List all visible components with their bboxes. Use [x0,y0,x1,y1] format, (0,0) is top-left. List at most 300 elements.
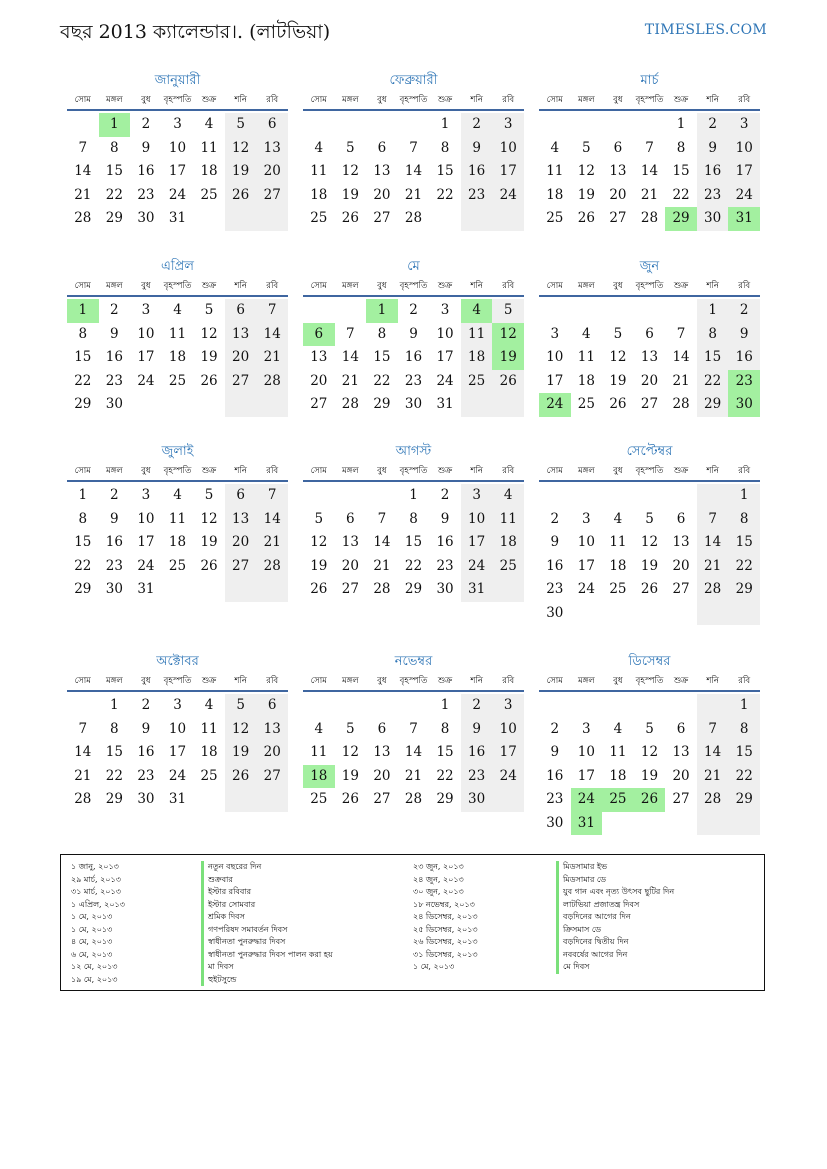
day-cell[interactable]: 18 [168,534,187,550]
day-cell[interactable]: 13 [640,349,659,365]
day-cell[interactable]: 10 [461,508,493,532]
day-cell[interactable]: 26 [577,210,595,226]
day-cell[interactable]: 9 [461,137,493,161]
day-cell[interactable]: 3 [492,694,524,718]
day-cell[interactable]: 10 [436,325,454,342]
day-cell[interactable]: 27 [373,210,391,226]
holiday-day-cell[interactable]: 24 [539,393,571,417]
day-cell[interactable]: 22 [105,767,123,784]
day-cell[interactable]: 17 [546,372,564,389]
day-cell[interactable]: 24 [436,372,454,389]
day-cell[interactable]: 4 [582,325,591,342]
day-cell[interactable]: 12 [640,534,659,550]
day-cell[interactable]: 21 [640,186,659,203]
day-cell[interactable]: 21 [256,531,288,555]
day-cell[interactable]: 1 [440,116,450,132]
day-cell[interactable]: 2 [550,720,560,737]
day-cell[interactable]: 21 [697,765,729,789]
day-cell[interactable]: 19 [609,372,627,389]
day-cell[interactable]: 11 [310,744,328,760]
day-cell[interactable]: 30 [546,604,564,621]
day-cell[interactable]: 23 [697,184,729,208]
day-cell[interactable]: 18 [577,372,595,389]
day-cell[interactable]: 2 [110,487,119,503]
day-cell[interactable]: 5 [204,302,214,318]
day-cell[interactable]: 3 [582,510,591,527]
day-cell[interactable]: 18 [461,346,493,370]
day-cell[interactable]: 16 [137,744,155,760]
day-cell[interactable]: 31 [436,396,454,412]
day-cell[interactable]: 24 [461,555,493,579]
day-cell[interactable]: 10 [137,510,155,527]
day-cell[interactable]: 25 [492,555,524,579]
day-cell[interactable]: 23 [546,791,564,807]
day-cell[interactable]: 27 [225,555,257,579]
day-cell[interactable]: 5 [492,299,524,323]
day-cell[interactable]: 22 [74,557,92,574]
day-cell[interactable]: 20 [256,741,288,765]
day-cell[interactable]: 8 [440,720,450,737]
day-cell[interactable]: 25 [200,767,218,784]
day-cell[interactable]: 1 [697,299,729,323]
day-cell[interactable]: 11 [577,349,595,365]
day-cell[interactable]: 24 [577,581,595,597]
day-cell[interactable]: 24 [492,184,524,208]
day-cell[interactable]: 3 [550,325,560,342]
day-cell[interactable]: 11 [168,510,187,527]
holiday-day-cell[interactable]: 19 [492,346,524,370]
day-cell[interactable]: 21 [404,767,423,784]
day-cell[interactable]: 19 [225,160,257,184]
day-cell[interactable]: 12 [609,349,627,365]
day-cell[interactable]: 10 [168,720,187,737]
day-cell[interactable]: 8 [676,139,686,156]
day-cell[interactable]: 6 [613,139,623,156]
day-cell[interactable]: 7 [409,720,418,737]
day-cell[interactable]: 7 [645,139,654,156]
day-cell[interactable]: 7 [697,508,729,532]
day-cell[interactable]: 14 [373,534,391,550]
day-cell[interactable]: 13 [609,163,627,179]
day-cell[interactable]: 12 [341,744,359,760]
day-cell[interactable]: 4 [613,510,623,527]
day-cell[interactable]: 14 [256,508,288,532]
day-cell[interactable]: 11 [168,325,187,342]
holiday-day-cell[interactable]: 1 [67,299,99,323]
day-cell[interactable]: 15 [728,741,760,765]
day-cell[interactable]: 21 [341,372,359,389]
day-cell[interactable]: 16 [404,349,423,365]
day-cell[interactable]: 18 [200,163,218,179]
day-cell[interactable]: 16 [546,557,564,574]
day-cell[interactable]: 19 [341,767,359,784]
day-cell[interactable]: 15 [105,744,123,760]
day-cell[interactable]: 22 [728,765,760,789]
day-cell[interactable]: 2 [697,113,729,137]
day-cell[interactable]: 14 [672,349,690,365]
day-cell[interactable]: 3 [173,116,182,132]
day-cell[interactable]: 4 [204,116,214,132]
day-cell[interactable]: 20 [225,531,257,555]
site-name[interactable]: TIMESLES.COM [644,22,767,38]
day-cell[interactable]: 18 [609,767,627,784]
day-cell[interactable]: 17 [461,531,493,555]
day-cell[interactable]: 4 [173,487,182,503]
day-cell[interactable]: 19 [310,557,328,574]
day-cell[interactable]: 10 [492,137,524,161]
day-cell[interactable]: 24 [728,184,760,208]
day-cell[interactable]: 17 [492,741,524,765]
day-cell[interactable]: 30 [105,396,123,412]
day-cell[interactable]: 20 [672,767,690,784]
holiday-day-cell[interactable]: 26 [634,788,666,812]
day-cell[interactable]: 6 [225,484,257,508]
day-cell[interactable]: 14 [404,163,423,179]
day-cell[interactable]: 21 [74,767,92,784]
day-cell[interactable]: 21 [74,186,92,203]
day-cell[interactable]: 30 [105,581,123,597]
day-cell[interactable]: 23 [137,186,155,203]
day-cell[interactable]: 4 [314,720,324,737]
day-cell[interactable]: 27 [310,396,328,412]
day-cell[interactable]: 29 [373,396,391,412]
day-cell[interactable]: 26 [200,372,218,389]
day-cell[interactable]: 28 [672,396,690,412]
day-cell[interactable]: 16 [105,534,123,550]
day-cell[interactable]: 17 [728,160,760,184]
day-cell[interactable]: 9 [550,534,560,550]
day-cell[interactable]: 6 [377,139,387,156]
day-cell[interactable]: 11 [200,720,218,737]
holiday-day-cell[interactable]: 31 [571,812,603,836]
day-cell[interactable]: 12 [225,718,257,742]
day-cell[interactable]: 13 [256,137,288,161]
day-cell[interactable]: 10 [137,325,155,342]
day-cell[interactable]: 27 [341,581,359,597]
day-cell[interactable]: 1 [110,697,119,713]
day-cell[interactable]: 23 [461,765,493,789]
day-cell[interactable]: 7 [409,139,418,156]
day-cell[interactable]: 25 [168,372,187,389]
day-cell[interactable]: 23 [137,767,155,784]
day-cell[interactable]: 5 [346,139,355,156]
day-cell[interactable]: 7 [78,139,88,156]
day-cell[interactable]: 15 [373,349,391,365]
day-cell[interactable]: 9 [141,720,151,737]
day-cell[interactable]: 17 [137,534,155,550]
day-cell[interactable]: 13 [225,323,257,347]
day-cell[interactable]: 13 [373,163,391,179]
day-cell[interactable]: 27 [373,791,391,807]
day-cell[interactable]: 13 [672,744,690,760]
holiday-day-cell[interactable]: 12 [492,323,524,347]
day-cell[interactable]: 5 [225,113,257,137]
day-cell[interactable]: 13 [341,534,359,550]
day-cell[interactable]: 18 [609,557,627,574]
day-cell[interactable]: 28 [74,791,92,807]
day-cell[interactable]: 28 [697,578,729,602]
day-cell[interactable]: 13 [310,349,328,365]
day-cell[interactable]: 9 [728,323,760,347]
day-cell[interactable]: 27 [672,791,690,807]
day-cell[interactable]: 14 [697,531,729,555]
day-cell[interactable]: 31 [168,210,187,226]
day-cell[interactable]: 15 [672,163,690,179]
day-cell[interactable]: 1 [728,694,760,718]
day-cell[interactable]: 3 [173,697,182,713]
day-cell[interactable]: 11 [546,163,564,179]
day-cell[interactable]: 27 [640,396,659,412]
day-cell[interactable]: 18 [492,531,524,555]
day-cell[interactable]: 12 [200,325,218,342]
day-cell[interactable]: 30 [546,814,564,831]
day-cell[interactable]: 8 [440,139,450,156]
day-cell[interactable]: 9 [550,744,560,760]
day-cell[interactable]: 2 [141,116,151,132]
day-cell[interactable]: 17 [577,767,595,784]
day-cell[interactable]: 5 [645,720,654,737]
day-cell[interactable]: 19 [640,767,659,784]
day-cell[interactable]: 19 [200,534,218,550]
day-cell[interactable]: 24 [168,767,187,784]
day-cell[interactable]: 3 [141,487,151,503]
day-cell[interactable]: 5 [346,720,355,737]
day-cell[interactable]: 12 [225,137,257,161]
day-cell[interactable]: 13 [672,534,690,550]
day-cell[interactable]: 15 [728,531,760,555]
day-cell[interactable]: 26 [609,396,627,412]
day-cell[interactable]: 29 [728,788,760,812]
day-cell[interactable]: 16 [461,160,493,184]
day-cell[interactable]: 6 [645,325,654,342]
day-cell[interactable]: 17 [577,557,595,574]
day-cell[interactable]: 12 [640,744,659,760]
day-cell[interactable]: 24 [168,186,187,203]
day-cell[interactable]: 5 [582,139,591,156]
day-cell[interactable]: 16 [546,767,564,784]
day-cell[interactable]: 22 [728,555,760,579]
day-cell[interactable]: 9 [461,718,493,742]
day-cell[interactable]: 12 [200,510,218,527]
day-cell[interactable]: 27 [256,184,288,208]
day-cell[interactable]: 15 [105,163,123,179]
holiday-day-cell[interactable]: 25 [602,788,634,812]
day-cell[interactable]: 29 [697,393,729,417]
holiday-day-cell[interactable]: 23 [728,370,760,394]
day-cell[interactable]: 31 [137,581,155,597]
day-cell[interactable]: 2 [461,694,493,718]
day-cell[interactable]: 12 [577,163,595,179]
day-cell[interactable]: 7 [697,718,729,742]
day-cell[interactable]: 3 [461,484,493,508]
day-cell[interactable]: 26 [225,184,257,208]
day-cell[interactable]: 17 [168,744,187,760]
day-cell[interactable]: 22 [436,767,454,784]
day-cell[interactable]: 6 [346,510,355,527]
day-cell[interactable]: 22 [436,186,454,203]
day-cell[interactable]: 29 [105,791,123,807]
day-cell[interactable]: 17 [492,160,524,184]
day-cell[interactable]: 26 [492,370,524,394]
day-cell[interactable]: 8 [697,323,729,347]
day-cell[interactable]: 24 [137,372,155,389]
day-cell[interactable]: 1 [440,697,450,713]
day-cell[interactable]: 15 [74,349,92,365]
day-cell[interactable]: 4 [314,139,324,156]
day-cell[interactable]: 24 [137,557,155,574]
day-cell[interactable]: 9 [697,137,729,161]
day-cell[interactable]: 23 [105,557,123,574]
day-cell[interactable]: 15 [404,534,423,550]
day-cell[interactable]: 21 [373,557,391,574]
day-cell[interactable]: 22 [105,186,123,203]
day-cell[interactable]: 16 [137,163,155,179]
day-cell[interactable]: 16 [461,741,493,765]
day-cell[interactable]: 19 [640,557,659,574]
day-cell[interactable]: 30 [697,207,729,231]
day-cell[interactable]: 18 [310,186,328,203]
day-cell[interactable]: 1 [676,116,686,132]
holiday-day-cell[interactable]: 31 [728,207,760,231]
day-cell[interactable]: 1 [728,484,760,508]
day-cell[interactable]: 4 [173,302,182,318]
day-cell[interactable]: 27 [256,765,288,789]
day-cell[interactable]: 16 [697,160,729,184]
day-cell[interactable]: 7 [377,510,387,527]
holiday-day-cell[interactable]: 29 [665,207,697,231]
day-cell[interactable]: 19 [577,186,595,203]
day-cell[interactable]: 9 [141,139,151,156]
day-cell[interactable]: 3 [141,302,151,318]
day-cell[interactable]: 23 [461,184,493,208]
day-cell[interactable]: 28 [373,581,391,597]
day-cell[interactable]: 8 [78,325,88,342]
day-cell[interactable]: 15 [436,163,454,179]
day-cell[interactable]: 21 [697,555,729,579]
day-cell[interactable]: 8 [728,718,760,742]
day-cell[interactable]: 28 [404,791,423,807]
day-cell[interactable]: 20 [373,186,391,203]
day-cell[interactable]: 14 [341,349,359,365]
day-cell[interactable]: 18 [546,186,564,203]
day-cell[interactable]: 26 [341,791,359,807]
day-cell[interactable]: 15 [74,534,92,550]
day-cell[interactable]: 3 [582,720,591,737]
day-cell[interactable]: 14 [640,163,659,179]
day-cell[interactable]: 21 [256,346,288,370]
day-cell[interactable]: 14 [74,163,92,179]
day-cell[interactable]: 26 [225,765,257,789]
day-cell[interactable]: 2 [110,302,119,318]
day-cell[interactable]: 30 [436,581,454,597]
holiday-day-cell[interactable]: 1 [366,299,398,323]
day-cell[interactable]: 13 [373,744,391,760]
day-cell[interactable]: 22 [404,557,423,574]
day-cell[interactable]: 26 [341,210,359,226]
day-cell[interactable]: 31 [461,578,493,602]
day-cell[interactable]: 19 [341,186,359,203]
day-cell[interactable]: 13 [225,508,257,532]
day-cell[interactable]: 11 [461,323,493,347]
day-cell[interactable]: 10 [168,139,187,156]
day-cell[interactable]: 28 [256,555,288,579]
day-cell[interactable]: 4 [492,484,524,508]
day-cell[interactable]: 29 [404,581,423,597]
day-cell[interactable]: 8 [110,720,119,737]
day-cell[interactable]: 16 [436,534,454,550]
day-cell[interactable]: 16 [105,349,123,365]
day-cell[interactable]: 22 [672,186,690,203]
holiday-day-cell[interactable]: 18 [303,765,335,789]
holiday-day-cell[interactable]: 1 [99,113,131,137]
day-cell[interactable]: 17 [436,349,454,365]
day-cell[interactable]: 28 [404,210,423,226]
day-cell[interactable]: 22 [74,372,92,389]
day-cell[interactable]: 20 [310,372,328,389]
day-cell[interactable]: 20 [373,767,391,784]
day-cell[interactable]: 18 [168,349,187,365]
day-cell[interactable]: 21 [404,186,423,203]
day-cell[interactable]: 18 [200,744,218,760]
day-cell[interactable]: 27 [672,581,690,597]
day-cell[interactable]: 10 [577,534,595,550]
day-cell[interactable]: 26 [310,581,328,597]
day-cell[interactable]: 20 [341,557,359,574]
day-cell[interactable]: 10 [728,137,760,161]
day-cell[interactable]: 1 [409,487,418,503]
day-cell[interactable]: 5 [613,325,623,342]
day-cell[interactable]: 24 [492,765,524,789]
day-cell[interactable]: 10 [492,718,524,742]
day-cell[interactable]: 2 [409,302,418,318]
day-cell[interactable]: 2 [550,510,560,527]
day-cell[interactable]: 2 [440,487,450,503]
day-cell[interactable]: 4 [204,697,214,713]
day-cell[interactable]: 11 [310,163,328,179]
day-cell[interactable]: 28 [697,788,729,812]
day-cell[interactable]: 13 [256,718,288,742]
day-cell[interactable]: 8 [377,325,387,342]
day-cell[interactable]: 12 [310,534,328,550]
day-cell[interactable]: 25 [310,210,328,226]
day-cell[interactable]: 20 [256,160,288,184]
day-cell[interactable]: 1 [78,487,88,503]
day-cell[interactable]: 2 [141,697,151,713]
day-cell[interactable]: 30 [404,396,423,412]
day-cell[interactable]: 26 [640,581,659,597]
day-cell[interactable]: 5 [314,510,324,527]
day-cell[interactable]: 9 [440,510,450,527]
day-cell[interactable]: 29 [728,578,760,602]
day-cell[interactable]: 7 [256,484,288,508]
day-cell[interactable]: 17 [137,349,155,365]
day-cell[interactable]: 28 [341,396,359,412]
day-cell[interactable]: 3 [492,113,524,137]
day-cell[interactable]: 6 [676,720,686,737]
day-cell[interactable]: 7 [676,325,686,342]
day-cell[interactable]: 3 [440,302,450,318]
day-cell[interactable]: 5 [204,487,214,503]
day-cell[interactable]: 26 [200,557,218,574]
day-cell[interactable]: 22 [373,372,391,389]
day-cell[interactable]: 25 [461,370,493,394]
day-cell[interactable]: 14 [404,744,423,760]
day-cell[interactable]: 10 [577,744,595,760]
day-cell[interactable]: 14 [74,744,92,760]
day-cell[interactable]: 6 [256,694,288,718]
day-cell[interactable]: 8 [728,508,760,532]
day-cell[interactable]: 2 [728,299,760,323]
